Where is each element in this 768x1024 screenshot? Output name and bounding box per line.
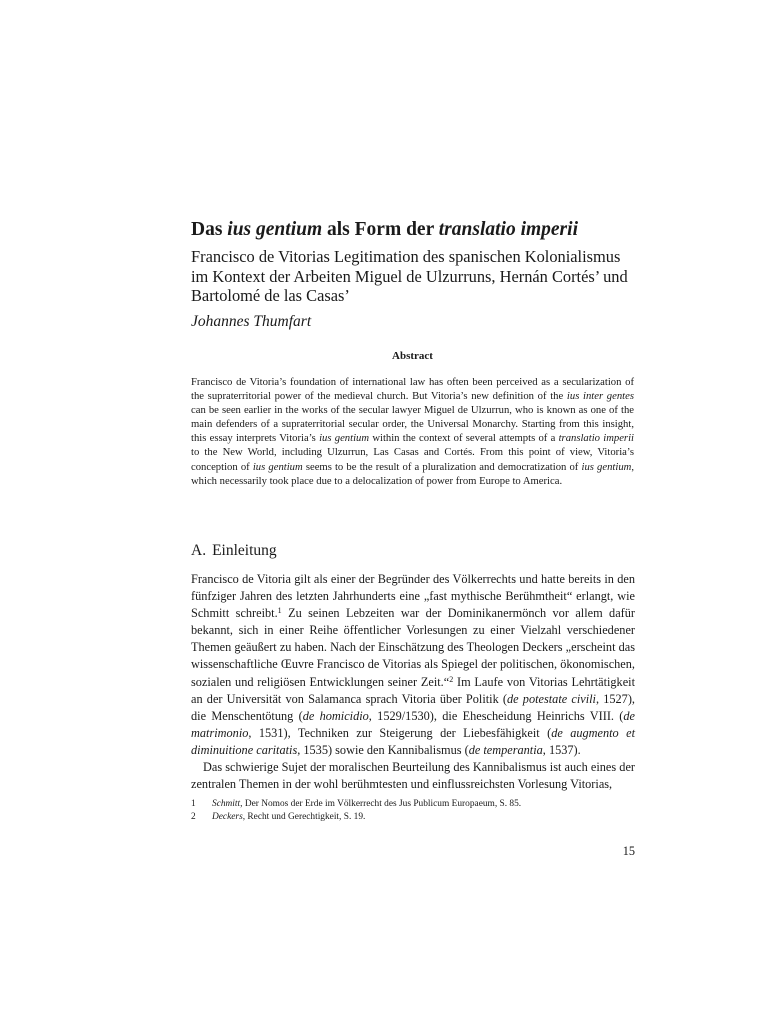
footnote-ref[interactable]: 2 — [449, 674, 454, 684]
title-text: als Form der — [322, 219, 439, 240]
body-paragraph: Francisco de Vitoria gilt als einer der Begründer des Völkerrechts und hatte bereits in den fünfziger Jahren des letzten Jahrhunderts eine „fast mythische Berühmtheit“ erlangt, wie Schmitt schreibt.$^1$ Zu seinen Lebzeiten war der Dominikanermönch vor allem dafür bekannt, sich in einer Reihe öffentlicher Vorlesungen zu einer Vielzahl verschiedener Themen geäußert zu haben. Nach der Einschätzung des Theologen Deckers „erscheint das wissenschaftliche Œuvre Francisco de Vitorias als Spiegel der politischen, ökonomischen, sozialen und religiösen Entwicklungen seiner Zeit.“$^2$ Im Laufe von Vitorias Lehrtätigkeit an der Universität von Salamanca sprach Vitoria über Politik (de potestate civili, 1527), die Menschentötung (de homicidio, 1529/1530), die Ehescheidung Heinrichs VIII. (de matrimonio, 1531), Techniken zur Steigerung der Liebesfähigkeit (de augmento et diminuitione caritatis, 1535) sowie den Kannibalismus (de temperantia, 1537). — [191, 572, 635, 757]
footnote-number: 1 — [191, 799, 196, 809]
italic-term: de augmento et diminuitione caritatis — [191, 725, 635, 757]
title-italic-ius-gentium: ius gentium — [227, 219, 323, 240]
abstract-italic-term: ius gentium — [319, 433, 370, 445]
title-italic-translatio-imperii: translatio imperii — [438, 219, 578, 240]
author-name: Johannes Thumfart — [191, 313, 312, 330]
italic-term: de temperantia — [468, 742, 543, 757]
footnotes — [191, 798, 635, 825]
footnote-number: 2 — [191, 812, 196, 823]
body-paragraph: Das schwierige Sujet der moralischen Beurteilung des Kannibalismus ist auch eines der zentralen Themen in der wohl berühmtesten und einflussreichsten Vorlesung Vitorias, — [191, 760, 635, 792]
italic-term: de homicidio — [302, 708, 369, 723]
body-text — [191, 571, 635, 793]
italic-term: de matrimonio — [191, 708, 635, 740]
title-text: Das — [191, 219, 228, 240]
section-title: Einleitung — [212, 542, 277, 559]
abstract-italic-term: ius gentium — [252, 461, 303, 473]
section-number: A. — [191, 542, 207, 559]
footnote-text: , Recht und Gerechtigkeit, S. 19. — [242, 812, 366, 823]
abstract-italic-term: translatio imperii — [558, 433, 634, 445]
abstract-italic-term: ius gentium — [581, 461, 632, 473]
footnote-author: Deckers — [212, 812, 243, 823]
footnote-text: , Der Nomos der Erde im Völkerrecht des Jus Publicum Europaeum, S. 85. — [240, 799, 522, 809]
article-title — [191, 218, 651, 242]
footnote-ref[interactable]: 1 — [277, 606, 282, 616]
abstract-text: Francisco de Vitoria’s foundation of international law has often been perceived as a secularization of the supraterritorial power of the medieval church. But Vitoria’s new definition of the ius inter gentes can be seen earlier in the works of the secular lawyer Miguel de Ulzurrun, who is known as one of the main defenders of a supraterritorial secular order, the Universal Monarchy. Starting from this insight, this essay interprets Vitoria’s ius gentium within the context of several attempts of a translatio imperii to the New World, including Ulzurrun, Las Casas and Cortés. From this point of view, Vitoria’s conception of ius gentium seems to be the result of a pluralization and democratization of ius gentium, which necessarily took place due to a delocalization of power from Europe to America. — [191, 377, 635, 487]
page-number: 15 — [622, 844, 635, 858]
abstract-italic-term: ius inter gentes — [566, 391, 634, 403]
italic-term: de potestate civili — [507, 691, 596, 706]
footnote — [191, 811, 635, 824]
footnote-author: Schmitt — [212, 799, 241, 809]
abstract-heading: Abstract — [392, 350, 433, 362]
section-heading — [191, 541, 277, 561]
article-subtitle: Francisco de Vitorias Legitimation des spanischen Kolonialismus im Kontext der Arbeiten Miguel de Ulzurruns, Hernán Cortés’ und Bartolomé de las Casas’ — [191, 247, 628, 305]
footnote — [191, 798, 635, 811]
